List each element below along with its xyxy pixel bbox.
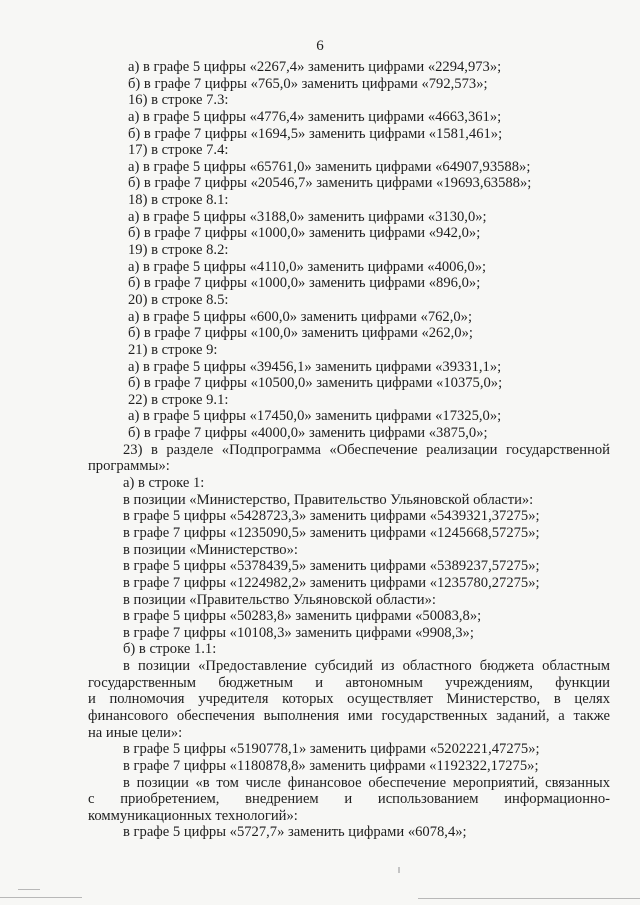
text-line: б) в графе 7 цифры «4000,0» заменить цифрами «3875,0»; xyxy=(128,425,488,442)
text-line: в графе 5 цифры «5428723,3» заменить цифрами «5439321,37275»; xyxy=(123,508,540,525)
text-line: б) в графе 7 цифры «100,0» заменить цифрами «262,0»; xyxy=(128,325,473,342)
document-body xyxy=(0,59,640,841)
text-line: в графе 7 цифры «10108,3» заменить цифрами «9908,3»; xyxy=(123,624,474,641)
text-line: б) в графе 7 цифры «1000,0» заменить цифрами «896,0»; xyxy=(128,275,481,292)
scan-mark xyxy=(418,898,640,899)
text-line: в позиции «Предоставление субсидий из областного бюджета областным xyxy=(123,658,610,675)
text-line: программы»: xyxy=(88,458,170,475)
text-line: 20) в строке 8.5: xyxy=(128,291,229,308)
text-line: в графе 5 цифры «5727,7» заменить цифрами «6078,4»; xyxy=(123,824,467,841)
text-line: и полномочия учредителя которых осуществляет Министерство, в целях xyxy=(88,691,610,708)
text-line: в графе 5 цифры «5378439,5» заменить цифрами «5389237,57275»; xyxy=(123,558,540,575)
text-line: в графе 7 цифры «1180878,8» заменить цифрами «1192322,17275»; xyxy=(123,757,539,774)
page-number: 6 xyxy=(316,38,324,54)
text-line: 16) в строке 7.3: xyxy=(128,92,229,109)
scan-edge-marks xyxy=(0,885,640,905)
text-line: а) в графе 5 цифры «17450,0» заменить цифрами «17325,0»; xyxy=(128,408,502,425)
text-line: а) в графе 5 цифры «65761,0» заменить цифрами «64907,93588»; xyxy=(128,158,531,175)
text-line: а) в графе 5 цифры «600,0» заменить цифрами «762,0»; xyxy=(128,308,473,325)
text-line: на иные цели»: xyxy=(88,724,183,741)
text-line: 22) в строке 9.1: xyxy=(128,391,229,408)
text-line: б) в графе 7 цифры «20546,7» заменить цифрами «19693,63588»; xyxy=(128,175,532,192)
text-line: 21) в строке 9: xyxy=(128,341,218,358)
text-line: а) в графе 5 цифры «4776,4» заменить цифрами «4663,361»; xyxy=(128,108,502,125)
text-line: 19) в строке 8.2: xyxy=(128,242,229,259)
scan-mark xyxy=(18,889,40,890)
text-line: в позиции «Правительство Ульяновской области»: xyxy=(123,591,436,608)
text-line: финансового обеспечения выполнения ими государственных заданий, а также xyxy=(88,707,610,724)
text-line: в позиции «Министерство»: xyxy=(123,541,298,558)
text-line: государственным бюджетным и автономным учреждениям, функции xyxy=(88,674,610,691)
text-line: в графе 7 цифры «1224982,2» заменить цифрами «1235780,27275»; xyxy=(123,574,540,591)
text-line: а) в графе 5 цифры «39456,1» заменить цифрами «39331,1»; xyxy=(128,358,502,375)
text-line: в позиции «в том числе финансовое обеспечение мероприятий, связанных xyxy=(123,774,610,791)
text-line: а) в строке 1: xyxy=(123,475,205,492)
text-line: в графе 7 цифры «1235090,5» заменить цифрами «1245668,57275»; xyxy=(123,524,540,541)
text-line: коммуникационных технологий»: xyxy=(88,807,298,824)
text-line: с приобретением, внедрением и использованием информационно- xyxy=(88,791,610,808)
scan-speck xyxy=(398,867,400,873)
text-line: б) в графе 7 цифры «1000,0» заменить цифрами «942,0»; xyxy=(128,225,481,242)
text-line: 23) в разделе «Подпрограмма «Обеспечение реализации государственной xyxy=(123,441,610,458)
scan-mark xyxy=(0,897,82,898)
text-line: б) в графе 7 цифры «10500,0» заменить цифрами «10375,0»; xyxy=(128,375,503,392)
text-line: 18) в строке 8.1: xyxy=(128,192,229,209)
text-line: 17) в строке 7.4: xyxy=(128,142,229,159)
text-line: б) в графе 7 цифры «1694,5» заменить цифрами «1581,461»; xyxy=(128,125,503,142)
text-line: а) в графе 5 цифры «4110,0» заменить цифрами «4006,0»; xyxy=(128,258,487,275)
text-line: а) в графе 5 цифры «2267,4» заменить цифрами «2294,973»; xyxy=(128,59,502,75)
text-line: в позиции «Министерство, Правительство Ульяновской области»: xyxy=(123,491,534,508)
text-line: в графе 5 цифры «50283,8» заменить цифрами «50083,8»; xyxy=(123,608,482,625)
text-line: б) в графе 7 цифры «765,0» заменить цифрами «792,573»; xyxy=(128,75,488,92)
text-line: а) в графе 5 цифры «3188,0» заменить цифрами «3130,0»; xyxy=(128,208,487,225)
text-line: в графе 5 цифры «5190778,1» заменить цифрами «5202221,47275»; xyxy=(123,741,540,758)
text-line: б) в строке 1.1: xyxy=(123,641,217,658)
